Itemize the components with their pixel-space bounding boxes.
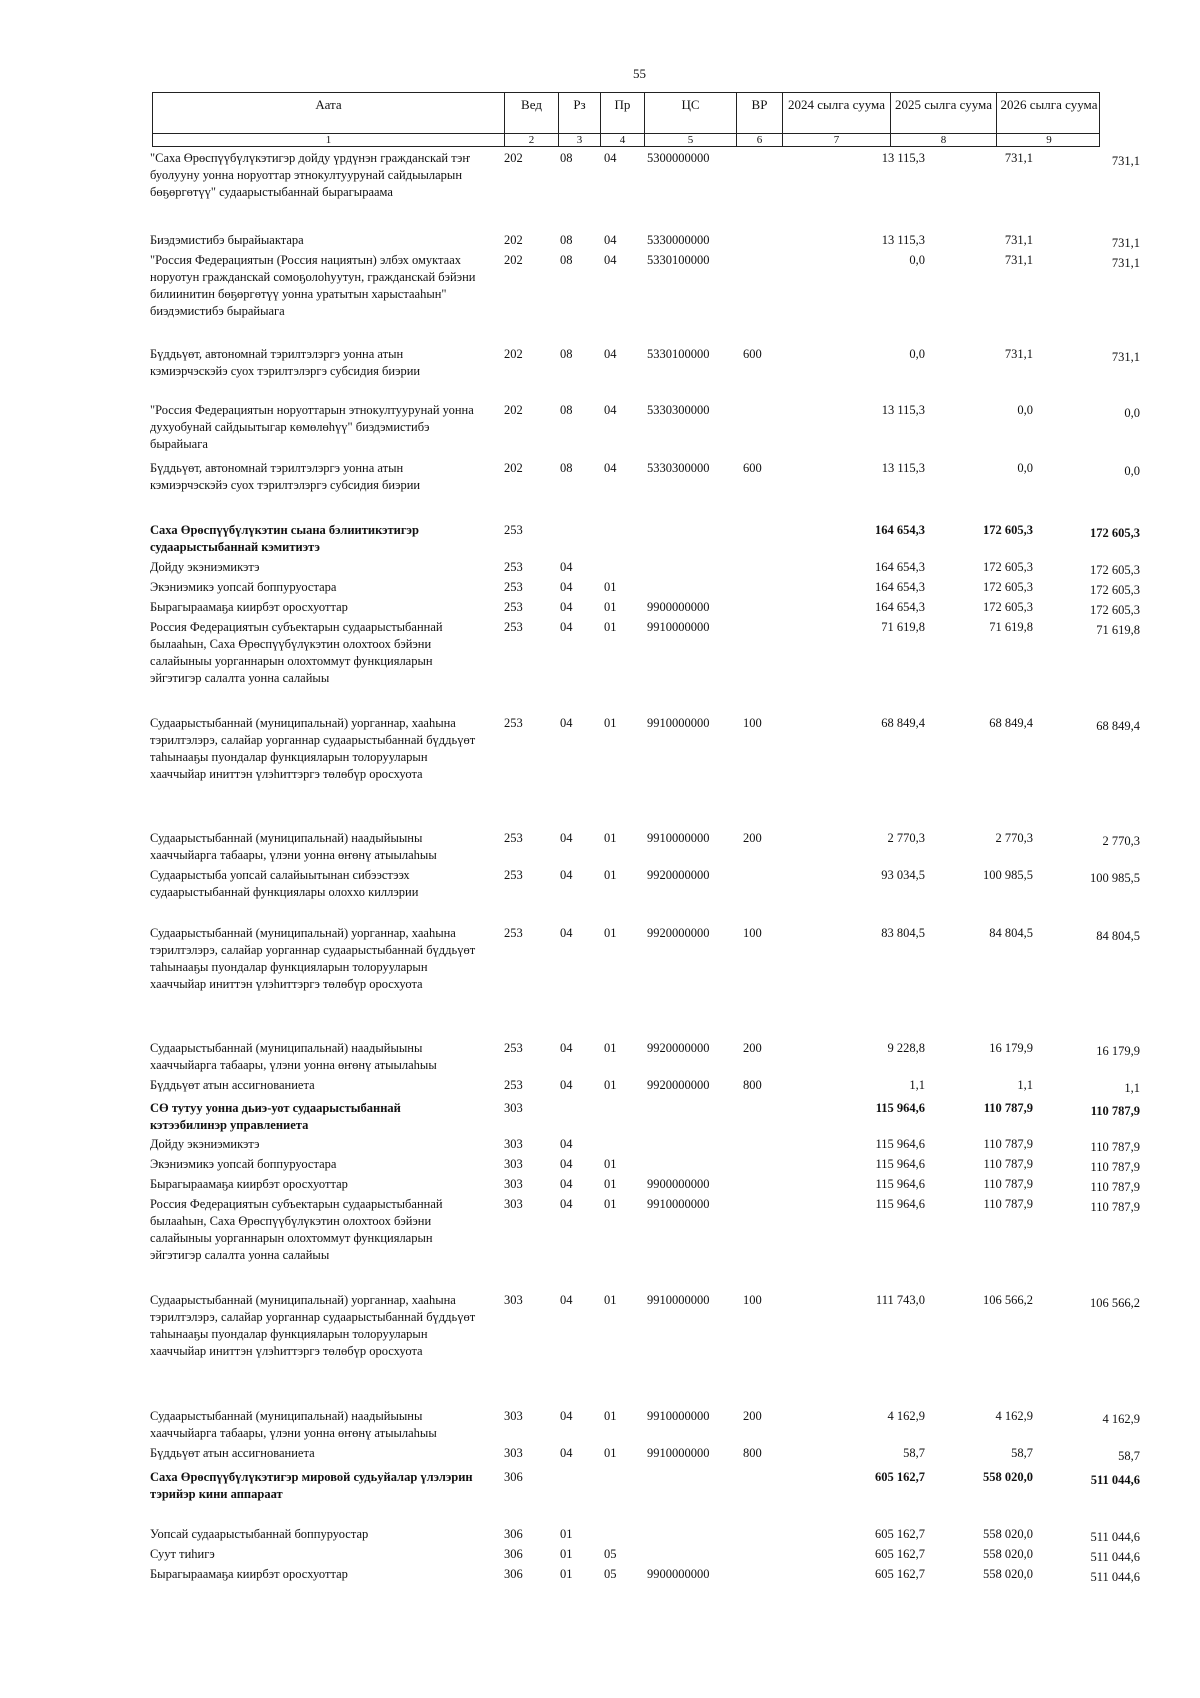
header-2026: 2026 сылга суума (1000, 97, 1098, 112)
row-value-2024: 605 162,7 (875, 1527, 925, 1541)
row-value-2024: 1,1 (909, 1078, 925, 1092)
row-ved: 253 (504, 926, 523, 940)
row-vr: 200 (743, 831, 762, 845)
row-vr: 800 (743, 1446, 762, 1460)
row-value-2024: 115 964,6 (875, 1157, 925, 1171)
header-2024: 2024 сылга суума (783, 93, 891, 133)
row-rz: 04 (560, 1446, 573, 1460)
row-value-2026: 100 985,5 (1090, 871, 1140, 885)
row-value-2025: 16 179,9 (989, 1041, 1033, 1055)
row-value-2024: 164 654,3 (875, 560, 925, 574)
row-name: Судаарыстыбаннай (муниципальнай) наадыйыыны хааччыйарга табаары, үлэни уонна өҥөнү атыылаһыы (150, 1041, 437, 1072)
row-pr: 04 (604, 347, 617, 361)
row-value-2024: 13 115,3 (881, 403, 925, 417)
row-pr: 01 (604, 1293, 617, 1307)
row-value-2025: 110 787,9 (983, 1157, 1033, 1171)
row-cs: 9910000000 (647, 1446, 710, 1460)
row-pr: 01 (604, 1078, 617, 1092)
row-value-2026: 84 804,5 (1096, 929, 1140, 943)
row-ved: 253 (504, 580, 523, 594)
row-rz: 01 (560, 1547, 573, 1561)
row-value-2025: 558 020,0 (983, 1470, 1033, 1484)
row-value-2024: 13 115,3 (881, 461, 925, 475)
row-ved: 306 (504, 1527, 523, 1541)
row-cs: 9920000000 (647, 1078, 710, 1092)
row-pr: 01 (604, 620, 617, 634)
row-ved: 202 (504, 233, 523, 247)
row-value-2024: 68 849,4 (881, 716, 925, 730)
row-value-2025: 110 787,9 (983, 1177, 1033, 1191)
row-ved: 202 (504, 253, 523, 267)
row-rz: 04 (560, 1041, 573, 1055)
row-pr: 01 (604, 1177, 617, 1191)
row-rz: 04 (560, 1197, 573, 1211)
row-name: Бырагыраамаҕа киирбэт оросхуоттар (150, 1567, 348, 1581)
row-value-2025: 731,1 (1004, 151, 1033, 165)
row-value-2026: 511 044,6 (1090, 1473, 1140, 1487)
row-pr: 05 (604, 1547, 617, 1561)
row-name: Дойду экэниэмикэтэ (150, 560, 260, 574)
row-value-2025: 110 787,9 (983, 1197, 1033, 1211)
row-value-2026: 511 044,6 (1090, 1530, 1140, 1544)
row-value-2026: 68 849,4 (1096, 719, 1140, 733)
header-cs: ЦС (645, 93, 737, 133)
row-value-2025: 172 605,3 (983, 560, 1033, 574)
row-rz: 01 (560, 1527, 573, 1541)
row-value-2024: 0,0 (909, 253, 925, 267)
row-vr: 600 (743, 461, 762, 475)
row-ved: 306 (504, 1470, 523, 1484)
row-value-2024: 13 115,3 (881, 233, 925, 247)
row-value-2026: 731,1 (1111, 256, 1140, 270)
row-value-2024: 9 228,8 (887, 1041, 925, 1055)
row-value-2026: 511 044,6 (1090, 1570, 1140, 1584)
row-rz: 04 (560, 926, 573, 940)
row-pr: 01 (604, 1157, 617, 1171)
row-name: Экэниэмикэ уопсай боппуруостара (150, 1157, 337, 1171)
row-ved: 303 (504, 1177, 523, 1191)
row-ved: 303 (504, 1197, 523, 1211)
row-pr: 04 (604, 461, 617, 475)
row-value-2024: 0,0 (909, 347, 925, 361)
row-rz: 04 (560, 831, 573, 845)
row-value-2024: 115 964,6 (875, 1177, 925, 1191)
row-value-2025: 0,0 (1017, 403, 1033, 417)
row-value-2025: 172 605,3 (983, 523, 1033, 537)
row-cs: 9900000000 (647, 1177, 710, 1191)
row-value-2024: 58,7 (903, 1446, 925, 1460)
row-value-2026: 110 787,9 (1090, 1180, 1140, 1194)
row-rz: 04 (560, 600, 573, 614)
row-value-2025: 4 162,9 (995, 1409, 1033, 1423)
row-rz: 04 (560, 716, 573, 730)
row-value-2026: 172 605,3 (1090, 526, 1140, 540)
row-vr: 100 (743, 716, 762, 730)
row-cs: 5300000000 (647, 151, 710, 165)
header-number: 8 (891, 134, 997, 146)
row-value-2026: 106 566,2 (1090, 1296, 1140, 1310)
row-value-2026: 511 044,6 (1090, 1550, 1140, 1564)
row-rz: 04 (560, 1157, 573, 1171)
row-value-2026: 731,1 (1111, 236, 1140, 250)
row-name: Дойду экэниэмикэтэ (150, 1137, 260, 1151)
row-ved: 202 (504, 403, 523, 417)
row-cs: 9900000000 (647, 1567, 710, 1581)
row-value-2026: 172 605,3 (1090, 563, 1140, 577)
header-number: 7 (783, 134, 891, 146)
row-rz: 04 (560, 560, 573, 574)
row-value-2025: 100 985,5 (983, 868, 1033, 882)
row-cs: 9910000000 (647, 1409, 710, 1423)
row-ved: 253 (504, 523, 523, 537)
header-ved: Вед (505, 93, 559, 133)
row-value-2025: 110 787,9 (983, 1137, 1033, 1151)
header-vr: ВР (737, 93, 783, 133)
row-cs: 9920000000 (647, 868, 710, 882)
row-value-2025: 68 849,4 (989, 716, 1033, 730)
row-pr: 01 (604, 868, 617, 882)
row-rz: 08 (560, 461, 573, 475)
row-value-2026: 58,7 (1118, 1449, 1140, 1463)
row-cs: 9910000000 (647, 620, 710, 634)
row-cs: 5330000000 (647, 233, 710, 247)
header-pr: Пр (601, 93, 645, 133)
row-value-2025: 2 770,3 (995, 831, 1033, 845)
row-value-2025: 71 619,8 (989, 620, 1033, 634)
row-ved: 306 (504, 1567, 523, 1581)
row-pr: 01 (604, 580, 617, 594)
row-value-2026: 4 162,9 (1102, 1412, 1140, 1426)
row-ved: 202 (504, 461, 523, 475)
row-value-2026: 0,0 (1124, 406, 1140, 420)
row-rz: 08 (560, 347, 573, 361)
row-value-2025: 731,1 (1004, 253, 1033, 267)
row-value-2026: 172 605,3 (1090, 583, 1140, 597)
row-name: Судаарыстыбаннай (муниципальнай) уорганнар, хааһына тэрилтэлэрэ, салайар уорганнар судаарыстыбаннай бүддьүөт таһынааҕы пуондалар функцияларын толорууларын хааччыйар иниттэн үлэһиттэргэ төлөбүр оросхуота (150, 1293, 476, 1358)
row-pr: 01 (604, 926, 617, 940)
row-cs: 9920000000 (647, 926, 710, 940)
row-ved: 253 (504, 868, 523, 882)
row-rz: 04 (560, 1177, 573, 1191)
row-ved: 253 (504, 1078, 523, 1092)
row-rz: 04 (560, 1137, 573, 1151)
row-value-2024: 71 619,8 (881, 620, 925, 634)
row-value-2024: 83 804,5 (881, 926, 925, 940)
row-pr: 04 (604, 403, 617, 417)
row-ved: 253 (504, 716, 523, 730)
row-value-2026: 16 179,9 (1096, 1044, 1140, 1058)
row-value-2026: 110 787,9 (1090, 1160, 1140, 1174)
row-pr: 01 (604, 716, 617, 730)
row-ved: 303 (504, 1446, 523, 1460)
row-value-2024: 93 034,5 (881, 868, 925, 882)
row-pr: 01 (604, 831, 617, 845)
row-ved: 303 (504, 1293, 523, 1307)
row-name: Уопсай судаарыстыбаннай боппуруостар (150, 1527, 369, 1541)
row-ved: 253 (504, 620, 523, 634)
row-cs: 9910000000 (647, 1197, 710, 1211)
row-value-2025: 558 020,0 (983, 1567, 1033, 1581)
row-pr: 04 (604, 253, 617, 267)
row-ved: 202 (504, 347, 523, 361)
row-rz: 08 (560, 233, 573, 247)
row-value-2024: 115 964,6 (875, 1101, 925, 1115)
header-number: 3 (559, 134, 601, 146)
row-cs: 9910000000 (647, 716, 710, 730)
row-value-2024: 164 654,3 (875, 600, 925, 614)
row-rz: 04 (560, 1409, 573, 1423)
row-cs: 5330100000 (647, 347, 710, 361)
row-value-2025: 0,0 (1017, 461, 1033, 475)
row-ved: 303 (504, 1137, 523, 1151)
row-vr: 100 (743, 1293, 762, 1307)
row-rz: 08 (560, 403, 573, 417)
row-rz: 04 (560, 620, 573, 634)
row-value-2024: 164 654,3 (875, 580, 925, 594)
row-name: Россия Федерациятын субъектарын судаарыстыбаннай былааһын, Саха Өрөспүүбүлүкэтин олохтоох бэйэни салайыныы уорганнарын олохтоммут функцияларын эйгэтигэр салалта уонна салайыы (150, 620, 443, 685)
row-ved: 253 (504, 600, 523, 614)
row-vr: 100 (743, 926, 762, 940)
row-value-2026: 731,1 (1111, 154, 1140, 168)
header-name: Аата (153, 93, 505, 133)
row-rz: 08 (560, 253, 573, 267)
row-pr: 01 (604, 1446, 617, 1460)
row-name: Судаарыстыбаннай (муниципальнай) наадыйыыны хааччыйарга табаары, үлэни уонна өҥөнү атыылаһыы (150, 831, 437, 862)
header-number: 4 (601, 134, 645, 146)
row-value-2026: 71 619,8 (1096, 623, 1140, 637)
row-name: Бүддьүөт, автономнай тэрилтэлэргэ уонна атын кэмиэрчэскэйэ суох тэрилтэлэргэ субсидия биэрии (150, 347, 421, 378)
row-ved: 202 (504, 151, 523, 165)
row-name: Бүддьүөт, автономнай тэрилтэлэргэ уонна атын кэмиэрчэскэйэ суох тэрилтэлэргэ субсидия биэрии (150, 461, 421, 492)
row-value-2024: 605 162,7 (875, 1547, 925, 1561)
row-name: Суут тиһигэ (150, 1547, 215, 1561)
row-cs: 5330300000 (647, 461, 710, 475)
row-ved: 253 (504, 1041, 523, 1055)
row-vr: 800 (743, 1078, 762, 1092)
row-pr: 01 (604, 600, 617, 614)
row-value-2024: 2 770,3 (887, 831, 925, 845)
row-value-2026: 2 770,3 (1102, 834, 1140, 848)
header-2025: 2025 сылга суума (891, 93, 997, 133)
row-pr: 04 (604, 151, 617, 165)
row-vr: 200 (743, 1041, 762, 1055)
row-name: Россия Федерациятын субъектарын судаарыстыбаннай былааһын, Саха Өрөспүүбүлүкэтин олохтоох бэйэни салайыныы уорганнарын олохтоммут функцияларын эйгэтигэр салалта уонна салайыы (150, 1197, 443, 1262)
row-cs: 5330100000 (647, 253, 710, 267)
header-number: 5 (645, 134, 737, 146)
row-value-2024: 115 964,6 (875, 1137, 925, 1151)
row-rz: 04 (560, 580, 573, 594)
row-value-2025: 558 020,0 (983, 1547, 1033, 1561)
row-value-2026: 110 787,9 (1090, 1200, 1140, 1214)
table-header (152, 92, 1100, 134)
row-value-2024: 605 162,7 (875, 1567, 925, 1581)
row-value-2025: 84 804,5 (989, 926, 1033, 940)
row-value-2026: 172 605,3 (1090, 603, 1140, 617)
row-ved: 253 (504, 831, 523, 845)
row-name: Бырагыраамаҕа киирбэт оросхуоттар (150, 1177, 348, 1191)
row-name: Бүддьүөт атын ассигнованиета (150, 1078, 315, 1092)
row-name: Судаарыстыбаннай (муниципальнай) уорганнар, хааһына тэрилтэлэрэ, салайар уорганнар судаарыстыбаннай бүддьүөт таһынааҕы пуондалар функцияларын толорууларын хааччыйар иниттэн үлэһиттэргэ төлөбүр оросхуота (150, 926, 476, 991)
row-value-2025: 172 605,3 (983, 580, 1033, 594)
row-value-2024: 605 162,7 (875, 1470, 925, 1484)
row-name: "Россия Федерациятын норуоттарын этнокултуурунай уонна духуобунай сайдыытыгар көмөлөһүү" биэдэмистибэ бырайыага (150, 403, 474, 451)
row-rz: 04 (560, 1293, 573, 1307)
row-value-2025: 1,1 (1017, 1078, 1033, 1092)
row-value-2024: 164 654,3 (875, 523, 925, 537)
row-ved: 303 (504, 1157, 523, 1171)
row-name: Биэдэмистибэ бырайыактара (150, 233, 304, 247)
row-ved: 253 (504, 560, 523, 574)
row-value-2024: 4 162,9 (887, 1409, 925, 1423)
row-name: "Саха Өрөспүүбүлүкэтигэр дойду үрдүнэн гражданскай тэҥ буолууну уонна норуоттар этнокултуурунай сайдыыларын бөҕөргөтүү" судаарыстыбаннай бырагыраама (150, 151, 471, 199)
row-value-2024: 111 743,0 (875, 1293, 925, 1307)
row-vr: 600 (743, 347, 762, 361)
row-value-2026: 0,0 (1124, 464, 1140, 478)
row-cs: 9900000000 (647, 600, 710, 614)
row-value-2024: 13 115,3 (881, 151, 925, 165)
row-cs: 5330300000 (647, 403, 710, 417)
row-rz: 04 (560, 868, 573, 882)
row-value-2024: 115 964,6 (875, 1197, 925, 1211)
row-name: СӨ тутуу уонна дьиэ-уот судаарыстыбаннай кэтээбилинэр управлениета (150, 1101, 401, 1132)
row-value-2025: 172 605,3 (983, 600, 1033, 614)
row-value-2026: 110 787,9 (1090, 1140, 1140, 1154)
row-name: Судаарыстыбаннай (муниципальнай) наадыйыыны хааччыйарга табаары, үлэни уонна өҥөнү атыылаһыы (150, 1409, 437, 1440)
row-ved: 303 (504, 1101, 523, 1115)
row-rz: 04 (560, 1078, 573, 1092)
row-value-2026: 731,1 (1111, 350, 1140, 364)
row-cs: 9920000000 (647, 1041, 710, 1055)
row-value-2025: 106 566,2 (983, 1293, 1033, 1307)
row-value-2025: 110 787,9 (983, 1101, 1033, 1115)
row-rz: 08 (560, 151, 573, 165)
row-ved: 306 (504, 1547, 523, 1561)
row-pr: 04 (604, 233, 617, 247)
row-pr: 01 (604, 1197, 617, 1211)
row-name: Экэниэмикэ уопсай боппуруостара (150, 580, 337, 594)
row-vr: 200 (743, 1409, 762, 1423)
row-cs: 9910000000 (647, 1293, 710, 1307)
row-value-2025: 731,1 (1004, 347, 1033, 361)
row-name: Бырагыраамаҕа киирбэт оросхуоттар (150, 600, 348, 614)
header-number-row (152, 134, 1100, 147)
row-value-2025: 558 020,0 (983, 1527, 1033, 1541)
row-value-2026: 110 787,9 (1090, 1104, 1140, 1118)
header-number: 2 (505, 134, 559, 146)
row-name: Судаарыстыбаннай (муниципальнай) уорганнар, хааһына тэрилтэлэрэ, салайар уорганнар судаарыстыбаннай бүддьүөт таһынааҕы пуондалар функцияларын толорууларын хааччыйар иниттэн үлэһиттэргэ төлөбүр оросхуота (150, 716, 476, 781)
row-pr: 01 (604, 1409, 617, 1423)
row-value-2026: 1,1 (1124, 1081, 1140, 1095)
row-pr: 05 (604, 1567, 617, 1581)
row-ved: 303 (504, 1409, 523, 1423)
row-pr: 01 (604, 1041, 617, 1055)
header-number: 9 (1046, 134, 1052, 146)
row-name: Бүддьүөт атын ассигнованиета (150, 1446, 315, 1460)
header-rz: Рз (559, 93, 601, 133)
row-rz: 01 (560, 1567, 573, 1581)
header-number: 6 (737, 134, 783, 146)
row-name: Саха Өрөспүүбүлүкэтигэр мировой судьуйалар үлэлэрин тэрийэр кини аппараат (150, 1470, 473, 1501)
row-name: Судаарыстыба уопсай салайыытынан сибээстээх судаарыстыбаннай функциялары олоххо киллэрии (150, 868, 419, 899)
row-value-2025: 731,1 (1004, 233, 1033, 247)
row-value-2025: 58,7 (1011, 1446, 1033, 1460)
row-cs: 9910000000 (647, 831, 710, 845)
row-name: "Россия Федерациятын (Россия нациятын) элбэх омуктаах норуотун гражданскай сомоҕолоһуутун, гражданскай бэйэни билиинитин бөҕөргөтүү уонна уратытын харыстааһын" биэдэмистибэ бырайыага (150, 253, 476, 318)
row-name: Саха Өрөспүүбүлүкэтин сыана бэлиитикэтигэр судаарыстыбаннай кэмитиэтэ (150, 523, 419, 554)
header-number: 1 (153, 134, 505, 146)
